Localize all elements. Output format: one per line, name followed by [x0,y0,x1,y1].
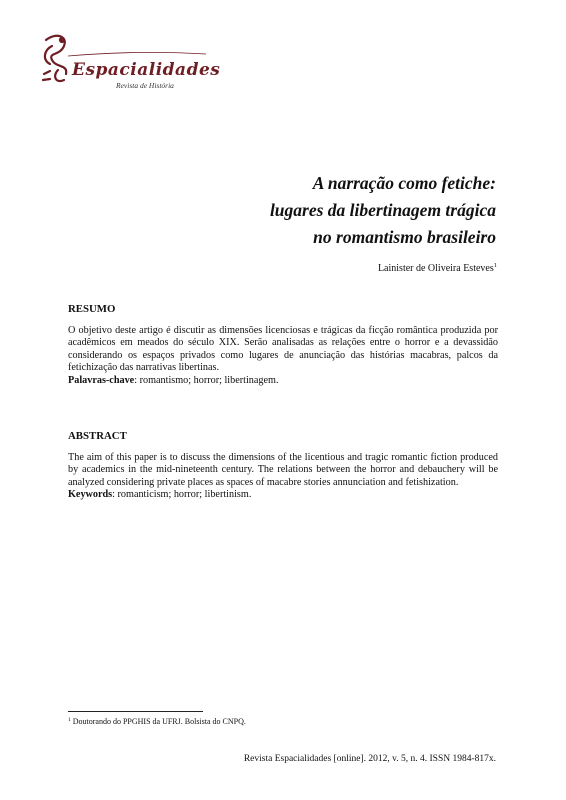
title-line: A narração como fetiche: [312,173,496,193]
abstract-keywords [68,489,498,502]
resumo-heading: RESUMO [68,303,116,315]
title-line: no romantismo brasileiro [313,227,496,247]
resumo-section [68,303,498,387]
footnote-text: Doutorando do PPGHIS da UFRJ. Bolsista do CNPQ. [70,717,246,726]
keywords-text: : romanticism; horror; libertinism. [112,489,252,500]
resumo-keywords [68,375,498,388]
abstract-heading: ABSTRACT [68,430,127,442]
title-line: lugares da libertinagem trágica [269,200,496,220]
footnote-mark: 1 [68,717,71,723]
author-name: Lainister de Oliveira Esteves [377,263,494,274]
logo-subtitle: Revista de História [116,81,174,90]
author-footnote-mark: 1 [493,262,497,269]
author-line [378,262,497,274]
page-footer-citation: Revista Espacialidades [online]. 2012, v. 5, n. 4. ISSN 1984-817x. [243,754,496,764]
keywords-label: Palavras-chave [68,374,135,386]
logo-wordmark: Espacialidades [72,60,221,80]
journal-logo [38,30,221,92]
abstract-section [68,430,498,502]
abstract-body: The aim of this paper is to discuss the dimensions of the licentious and tragic romantic fiction produced by academics in the mid-nineteenth century. The relations between the horror and debauchery will be analyzed considering private places as spaces of macabre stories annunciation and fetishization. [68,451,498,488]
footnote-divider [68,711,203,712]
keywords-label: Keywords [68,489,113,500]
paper-title [176,170,496,251]
footnote [68,717,246,726]
resumo-body: O objetivo deste artigo é discutir as dimensões licenciosas e trágicas da ficção romântica produzida por acadêmicos em meados do século XIX. Serão analisadas as relações entre o horror e a devassidão considerando os espaços privados como lugares de anunciação das histórias macabras, palcos da fetichização das narrativas libertinas. [68,324,498,373]
keywords-text: : romantismo; horror; libertinagem. [134,374,279,386]
